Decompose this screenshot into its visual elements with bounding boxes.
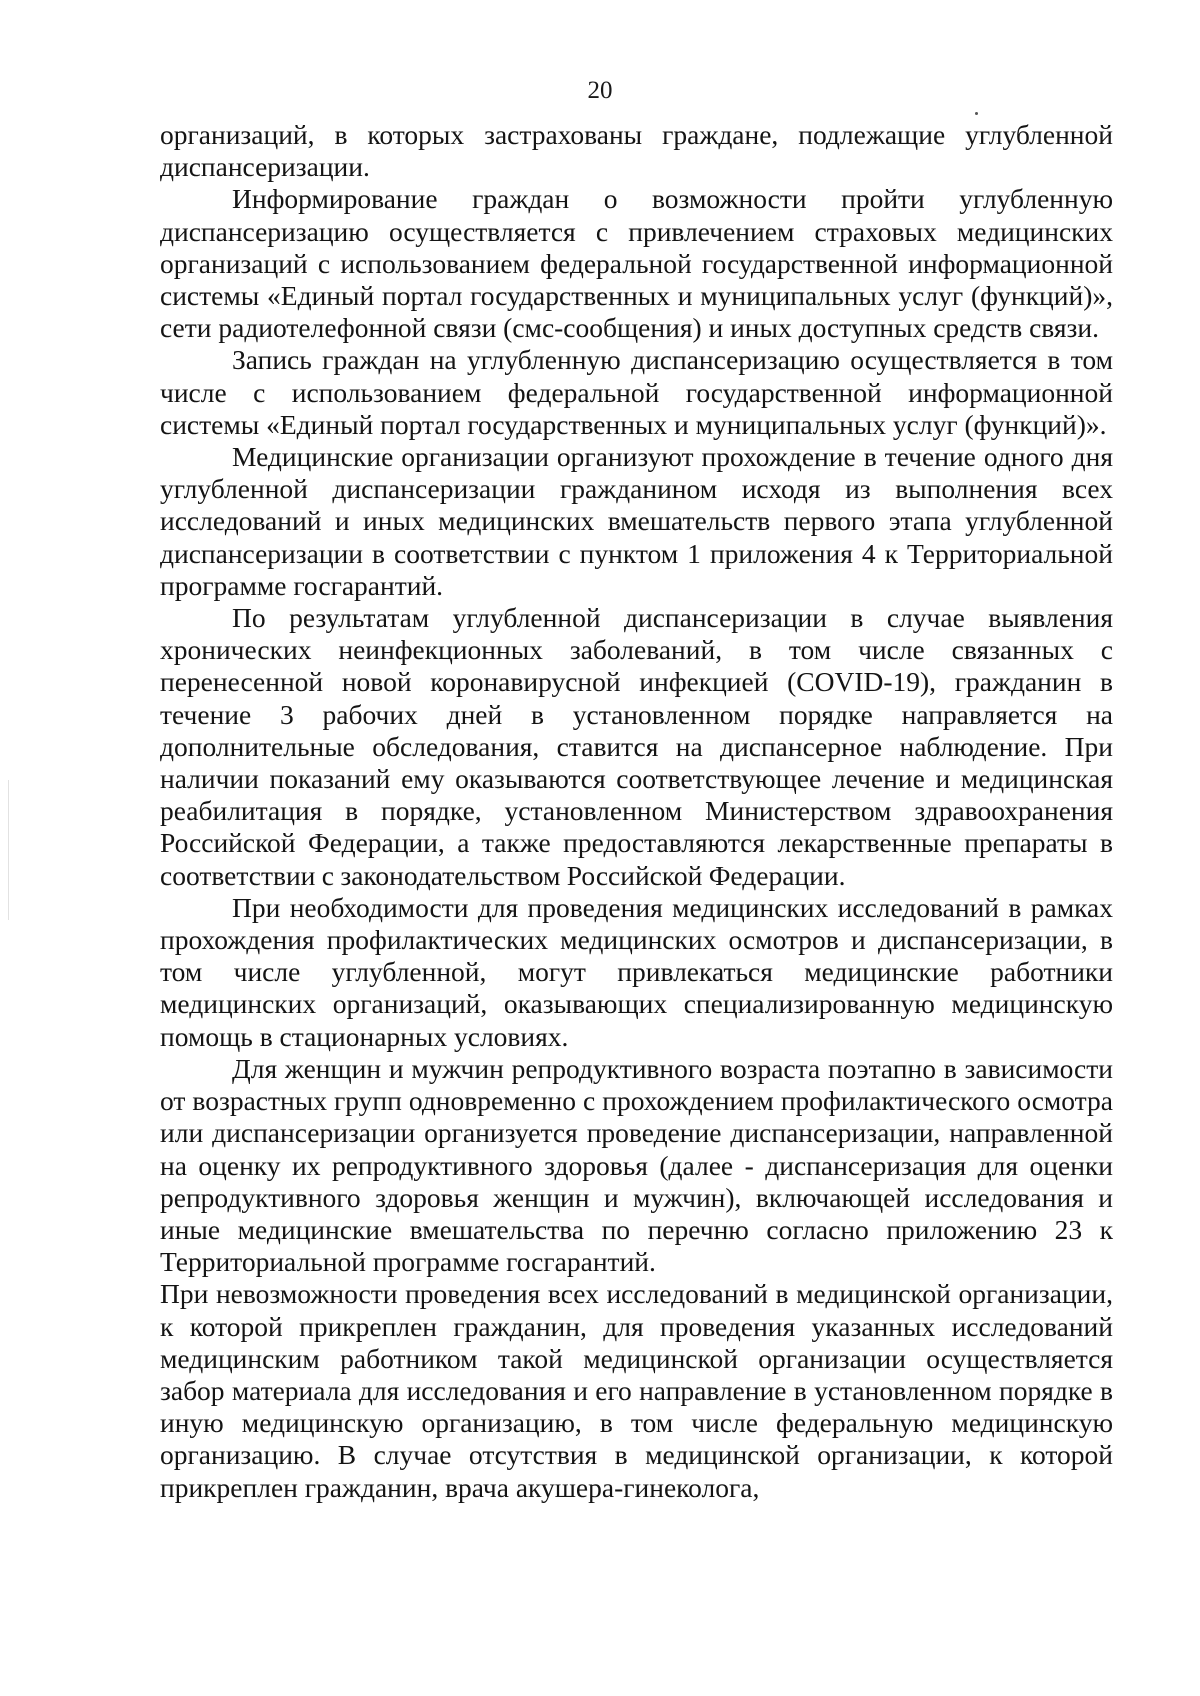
paragraph-informing: Информирование граждан о возможности пройти углубленную диспансеризацию осуществляется с привлечением страховых медицинских организаций с использованием федеральной государственной информационной системы «Единый портал государственных и муниципальных услуг (функций)», сети радиотелефонной связи (смс-сообщения) и иных доступных средств связи. (160, 183, 1113, 344)
document-body (160, 119, 1113, 1504)
paragraph-material-collection: При невозможности проведения всех исследований в медицинской организации, к которой прикреплен гражданин, для проведения указанных исследований медицинским работником такой медицинской организации осуществляется забор материала для исследования и его направление в установленном порядке в иную медицинскую организацию, в том числе федеральную медицинскую организацию. В случае отсутствия в медицинской организации, к которой прикреплен гражданин, врача акушера-гинеколога, (160, 1278, 1113, 1503)
paragraph-specialists: При необходимости для проведения медицинских исследований в рамках прохождения профилактических медицинских осмотров и диспансеризации, в том числе углубленной, могут привлекаться медицинские работники медицинских организаций, оказывающих специализированную медицинскую помощь в стационарных условиях. (160, 891, 1113, 1052)
paragraph-reproductive-health: Для женщин и мужчин репродуктивного возраста поэтапно в зависимости от возрастных групп одновременно с прохождением профилактического осмотра или диспансеризации организуется проведение диспансеризации, направленной на оценку их репродуктивного здоровья (далее - диспансеризация для оценки репродуктивного здоровья женщин и мужчин), включающей исследования и иные медицинские вмешательства по перечню согласно приложению 23 к Территориальной программе госгарантий. (160, 1052, 1113, 1278)
page-number: 20 (587, 77, 613, 104)
paragraph-one-day-passage: Медицинские организации организуют прохождение в течение одного дня углубленной диспансеризации гражданином исходя из выполнения всех исследований и иных медицинских вмешательств первого этапа углубленной диспансеризации в соответствии с пунктом 1 приложения 4 к Территориальной программе госгарантий. (160, 441, 1113, 601)
scan-edge-line (8, 780, 9, 920)
paragraph-registration: Запись граждан на углубленную диспансеризацию осуществляется в том числе с использованием федеральной государственной информационной системы «Единый портал государственных и муниципальных услуг (функций)». (160, 344, 1113, 440)
scan-speck (975, 112, 978, 115)
paragraph-results: По результатам углубленной диспансеризации в случае выявления хронических неинфекционных заболеваний, в том числе связанных с перенесенной новой коронавирусной инфекцией (COVID-19), гражданин в течение 3 рабочих дней в установленном порядке направляется на дополнительные обследования, ставится на диспансерное наблюдение. При наличии показаний ему оказываются соответствующее лечение и медицинская реабилитация в порядке, установленном Министерством здравоохранения Российской Федерации, а также предоставляются лекарственные препараты в соответствии с законодательством Российской Федерации. (160, 602, 1113, 891)
paragraph-continuation: организаций, в которых застрахованы граждане, подлежащие углубленной диспансеризации. (160, 119, 1113, 183)
